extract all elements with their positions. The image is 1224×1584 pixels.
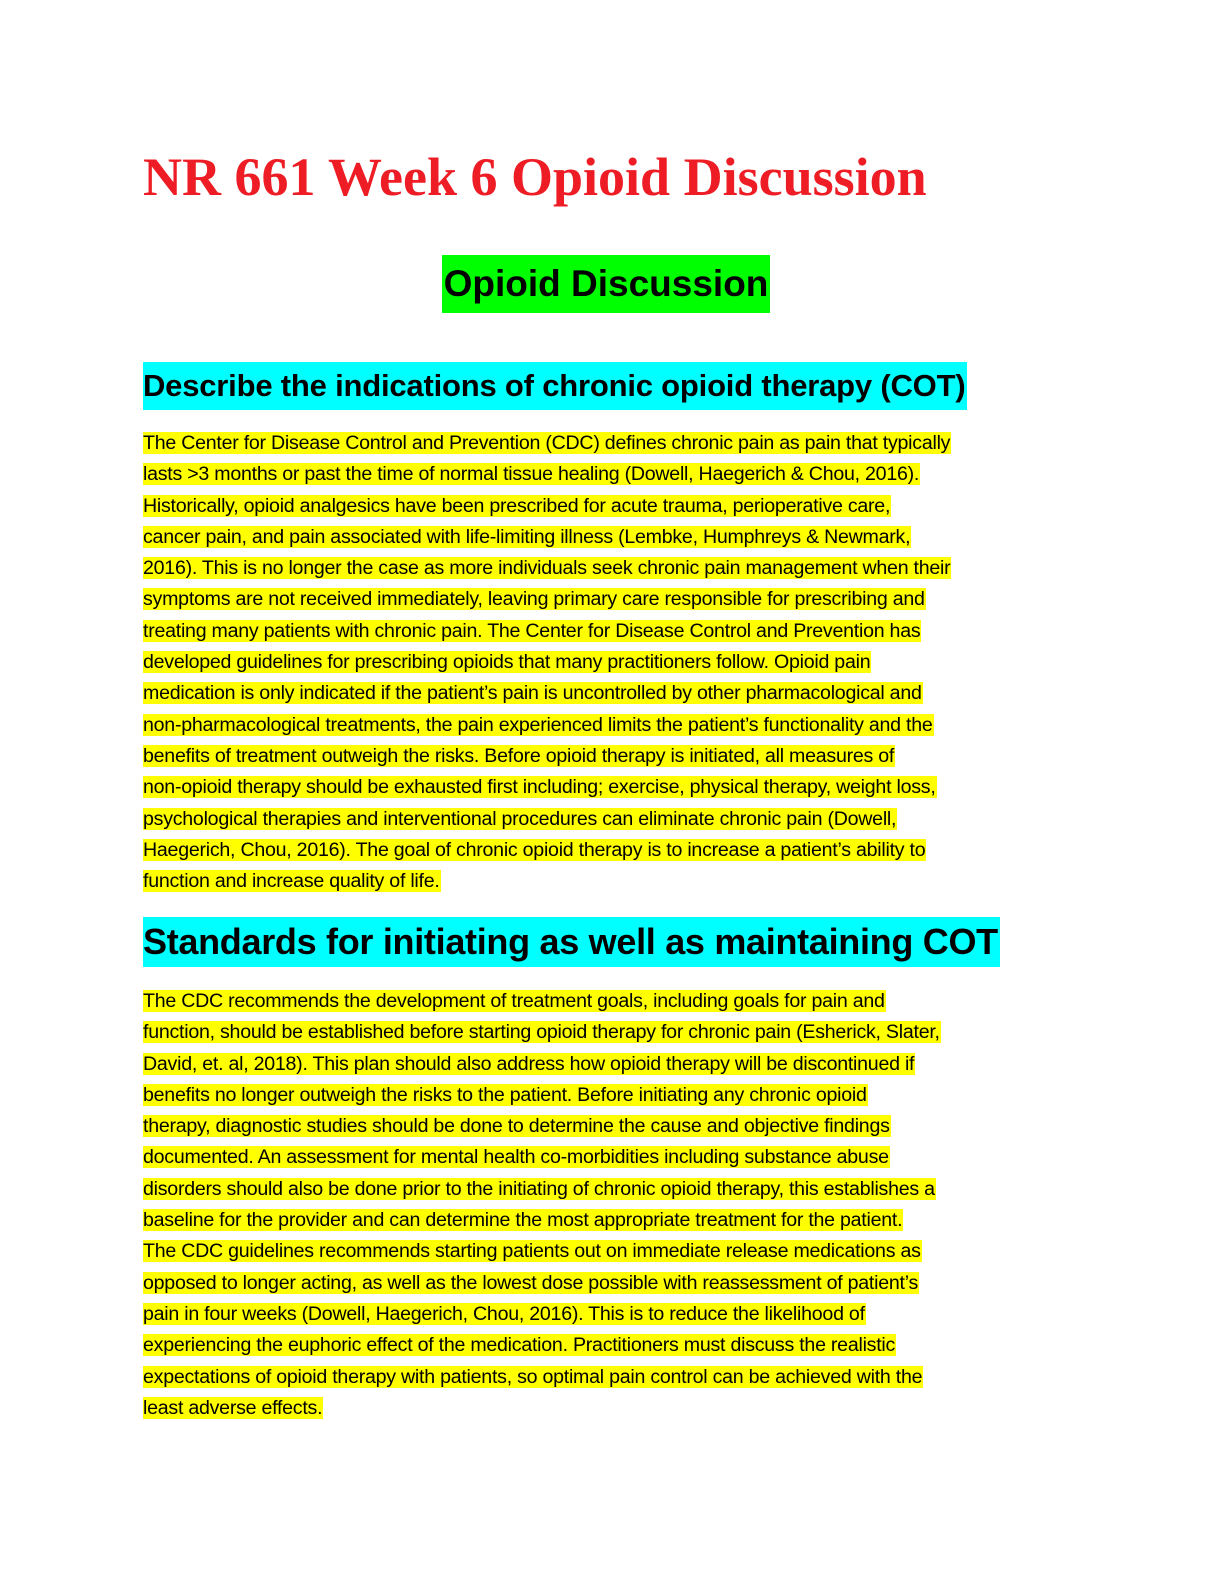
paragraph-line: The CDC recommends the development of treatment goals, including goals for pain and xyxy=(143,990,885,1012)
paragraph-line: non-pharmacological treatments, the pain experienced limits the patient’s functionality and the xyxy=(143,713,933,736)
paragraph-line: pain in four weeks (Dowell, Haegerich, Chou, 2016). This is to reduce the likelihood of xyxy=(143,1302,865,1325)
subtitle-container xyxy=(0,255,1224,313)
section-heading-standards: Standards for initiating as well as maintaining COT xyxy=(143,917,1000,967)
paragraph-line: experiencing the euphoric effect of the medication. Practitioners must discuss the realistic xyxy=(143,1334,896,1357)
document-subtitle: Opioid Discussion xyxy=(442,255,771,313)
paragraph-line: The Center for Disease Control and Prevention (CDC) defines chronic pain as pain that typically xyxy=(143,432,951,454)
paragraph-line: non-opioid therapy should be exhausted first including; exercise, physical therapy, weight loss, xyxy=(143,776,936,799)
paragraph-line: benefits no longer outweigh the risks to the patient. Before initiating any chronic opioid xyxy=(143,1083,867,1106)
section-paragraph-standards xyxy=(143,986,1083,1424)
paragraph-line: expectations of opioid therapy with patients, so optimal pain control can be achieved with the xyxy=(143,1365,923,1388)
section-heading-indications: Describe the indications of chronic opioid therapy (COT) xyxy=(143,362,967,410)
paragraph-line: developed guidelines for prescribing opioids that many practitioners follow. Opioid pain xyxy=(143,651,871,674)
paragraph-line: function and increase quality of life. xyxy=(143,870,440,893)
paragraph-line: medication is only indicated if the patient’s pain is uncontrolled by other pharmacological and xyxy=(143,682,922,705)
paragraph-line: symptoms are not received immediately, leaving primary care responsible for prescribing and xyxy=(143,588,925,611)
paragraph-line: benefits of treatment outweigh the risks. Before opioid therapy is initiated, all measures of xyxy=(143,744,895,767)
section-paragraph-indications xyxy=(143,428,1083,897)
paragraph-line: 2016). This is no longer the case as more individuals seek chronic pain management when their xyxy=(143,557,951,580)
paragraph-line: least adverse effects. xyxy=(143,1396,323,1419)
paragraph-line: function, should be established before starting opioid therapy for chronic pain (Esherick, Slater, xyxy=(143,1021,940,1044)
paragraph-line: treating many patients with chronic pain. The Center for Disease Control and Prevention has xyxy=(143,619,921,642)
paragraph-line: David, et. al, 2018). This plan should also address how opioid therapy will be discontinued if xyxy=(143,1052,915,1075)
paragraph-line: opposed to longer acting, as well as the lowest dose possible with reassessment of patient’s xyxy=(143,1271,918,1294)
paragraph-line: Historically, opioid analgesics have been prescribed for acute trauma, perioperative care, xyxy=(143,494,891,517)
paragraph-line: therapy, diagnostic studies should be done to determine the cause and objective findings xyxy=(143,1115,890,1138)
paragraph-line: Haegerich, Chou, 2016). The goal of chronic opioid therapy is to increase a patient’s ability to xyxy=(143,838,926,861)
document-title: NR 661 Week 6 Opioid Discussion xyxy=(143,147,927,207)
paragraph-line: The CDC guidelines recommends starting patients out on immediate release medications as xyxy=(143,1240,921,1263)
paragraph-line: cancer pain, and pain associated with life-limiting illness (Lembke, Humphreys & Newmark, xyxy=(143,525,911,548)
paragraph-line: lasts >3 months or past the time of normal tissue healing (Dowell, Haegerich & Chou, 2016). xyxy=(143,463,920,486)
paragraph-line: psychological therapies and interventional procedures can eliminate chronic pain (Dowell, xyxy=(143,807,897,830)
paragraph-line: baseline for the provider and can determine the most appropriate treatment for the patient. xyxy=(143,1209,903,1232)
paragraph-line: documented. An assessment for mental health co-morbidities including substance abuse xyxy=(143,1146,889,1169)
paragraph-line: disorders should also be done prior to the initiating of chronic opioid therapy, this establishes a xyxy=(143,1177,935,1200)
